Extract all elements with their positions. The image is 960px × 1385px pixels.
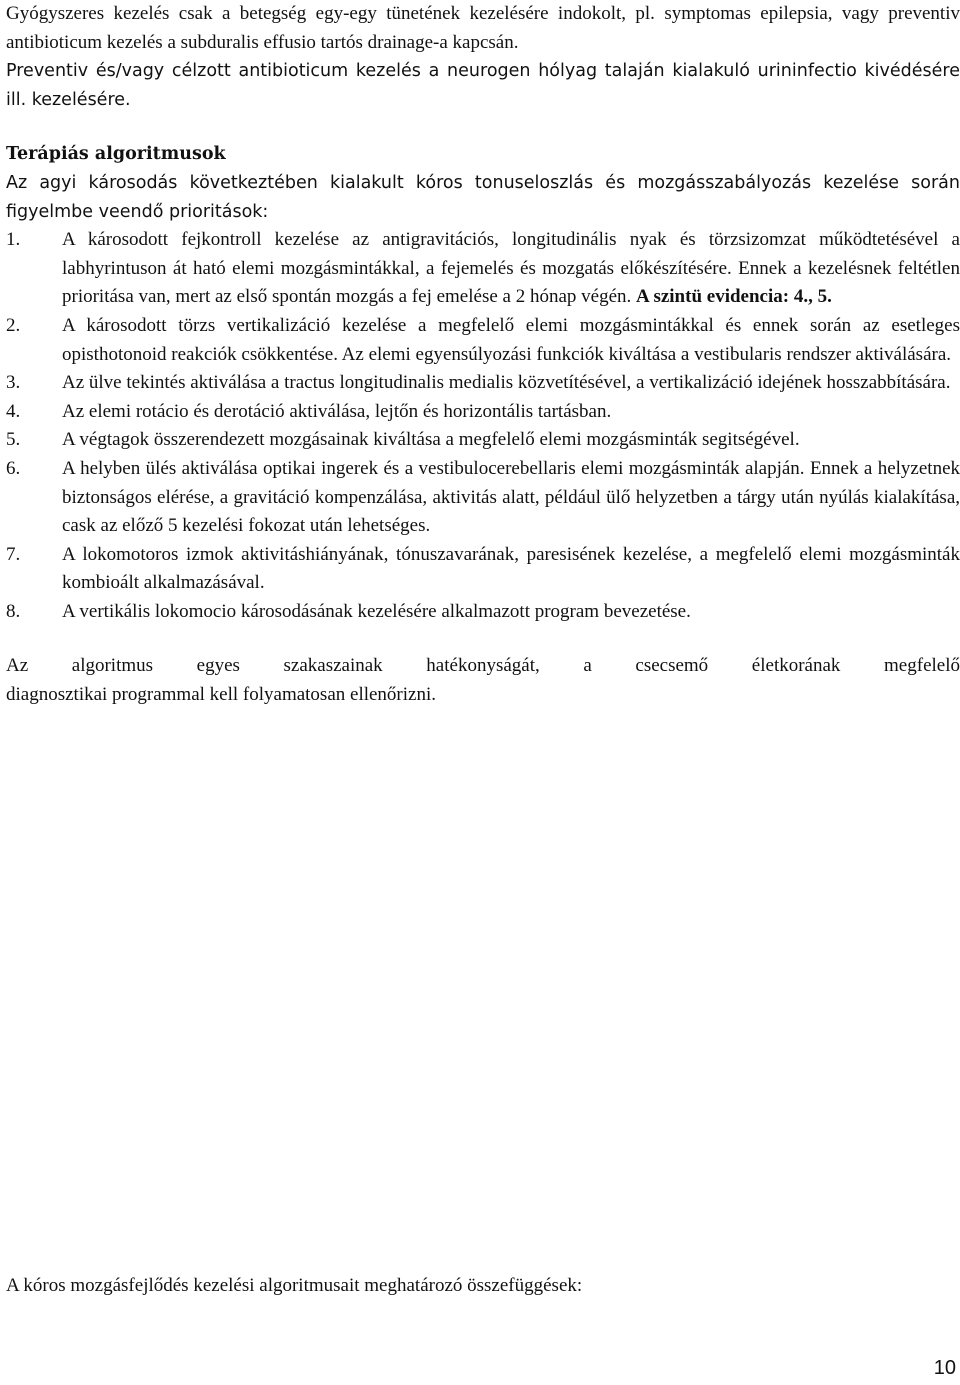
list-item-text: Az elemi rotácio és derotáció aktiválása, lejtőn és horizontális tartásban.: [62, 400, 612, 422]
list-item-number: 4.: [6, 400, 21, 422]
list-item: [6, 455, 960, 541]
evidence-level: A szintü evidencia: 4., 5.: [636, 286, 832, 308]
list-item: [6, 541, 960, 598]
intro-paragraph-2: Preventiv és/vagy célzott antibioticum kezelés a neurogen hólyag talaján kialakuló urininfectio kivédésére ill. kezelésére.: [6, 61, 960, 110]
list-item-number: 8.: [6, 600, 21, 622]
section-lead: Az agyi károsodás következtében kialakult kóros tonuseloszlás és mozgásszabályozás kezelése során figyelmbe veendő prioritások:: [6, 172, 960, 222]
list-item-number: 7.: [6, 543, 21, 565]
list-item: [6, 312, 960, 369]
list-item: [6, 398, 960, 427]
closing-line-2: diagnosztikai programmal kell folyamatosan ellenőrizni.: [6, 684, 437, 706]
list-item-number: 5.: [6, 429, 21, 451]
document-page: [6, 0, 960, 710]
closing-paragraph: [6, 652, 960, 709]
footer-note: A kóros mozgásfejlődés kezelési algoritmusait meghatározó összefüggések:: [6, 1275, 583, 1296]
list-item-text: A vertikális lokomocio károsodásának kezelésére alkalmazott program bevezetése.: [62, 600, 691, 622]
list-item-text: Az ülve tekintés aktiválása a tractus longitudinalis medialis közvetítésével, a vertikalizáció idejének hosszabbítására.: [62, 372, 951, 394]
list-item-body: A károsodott fejkontroll kezelése az antigravitációs, longitudinális nyak és törzsizomzat működtetésével a labhyrintuson át ható elemi mozgásmintákkal, a fejemelés és mozgatás előkészítésére. Ennek a kezelésnek feltétlen prioritása van, mert az első spontán mozgás a fej emelése a 2 hónap végén.: [62, 229, 960, 308]
list-item-text: A helyben ülés aktiválása optikai ingerek és a vestibulocerebellaris elemi mozgásminták alapján. Ennek a helyzetnek biztonságos elérése, a gravitáció kompenzálása, aktivitás alatt, például ülő helyzetben a tárgy után nyúlás kialakítása, cask az előző 5 kezelési fokozat után lehetséges.: [62, 457, 960, 537]
list-item-number: 6.: [6, 457, 21, 479]
list-item: [6, 226, 960, 312]
list-item: [6, 598, 960, 627]
section-title: Terápiás algoritmusok: [6, 144, 226, 165]
list-item-number: 2.: [6, 314, 21, 336]
list-item: [6, 426, 960, 455]
list-item-number: 1.: [6, 229, 21, 251]
list-item: [6, 369, 960, 398]
intro-block: [6, 0, 960, 114]
closing-line-1: Az algoritmus egyes szakaszainak hatékonyságát, a csecsemő életkorának megfelelő: [6, 655, 960, 677]
intro-paragraph-1: Gyógyszeres kezelés csak a betegség egy-egy tünetének kezelésére indokolt, pl. symptomas epilepsia, vagy preventiv antibioticum kezelés a subduralis effusio tartós drainage-a kapcsán.: [6, 3, 960, 53]
list-item-text: A lokomotoros izmok aktivitáshiányának, tónuszavarának, paresisének kezelése, a megfelelő elemi mozgásminták kombioált alkalmazásával.: [62, 543, 960, 594]
list-item-text: [62, 226, 960, 312]
algorithm-list: [6, 226, 960, 626]
list-item-text: A károsodott törzs vertikalizáció kezelése a megfelelő elemi mozgásmintákkal és ennek során az esetleges opisthotonoid reakciók csökkentése. Az elemi egyensúlyozási funkciók kiváltása a vestibularis rendszer aktiválására.: [62, 314, 960, 365]
list-item-text: A végtagok összerendezett mozgásainak kiváltása a megfelelő elemi mozgásminták segitségével.: [62, 429, 800, 451]
list-item-number: 3.: [6, 372, 21, 394]
page-number: 10: [933, 1357, 956, 1379]
